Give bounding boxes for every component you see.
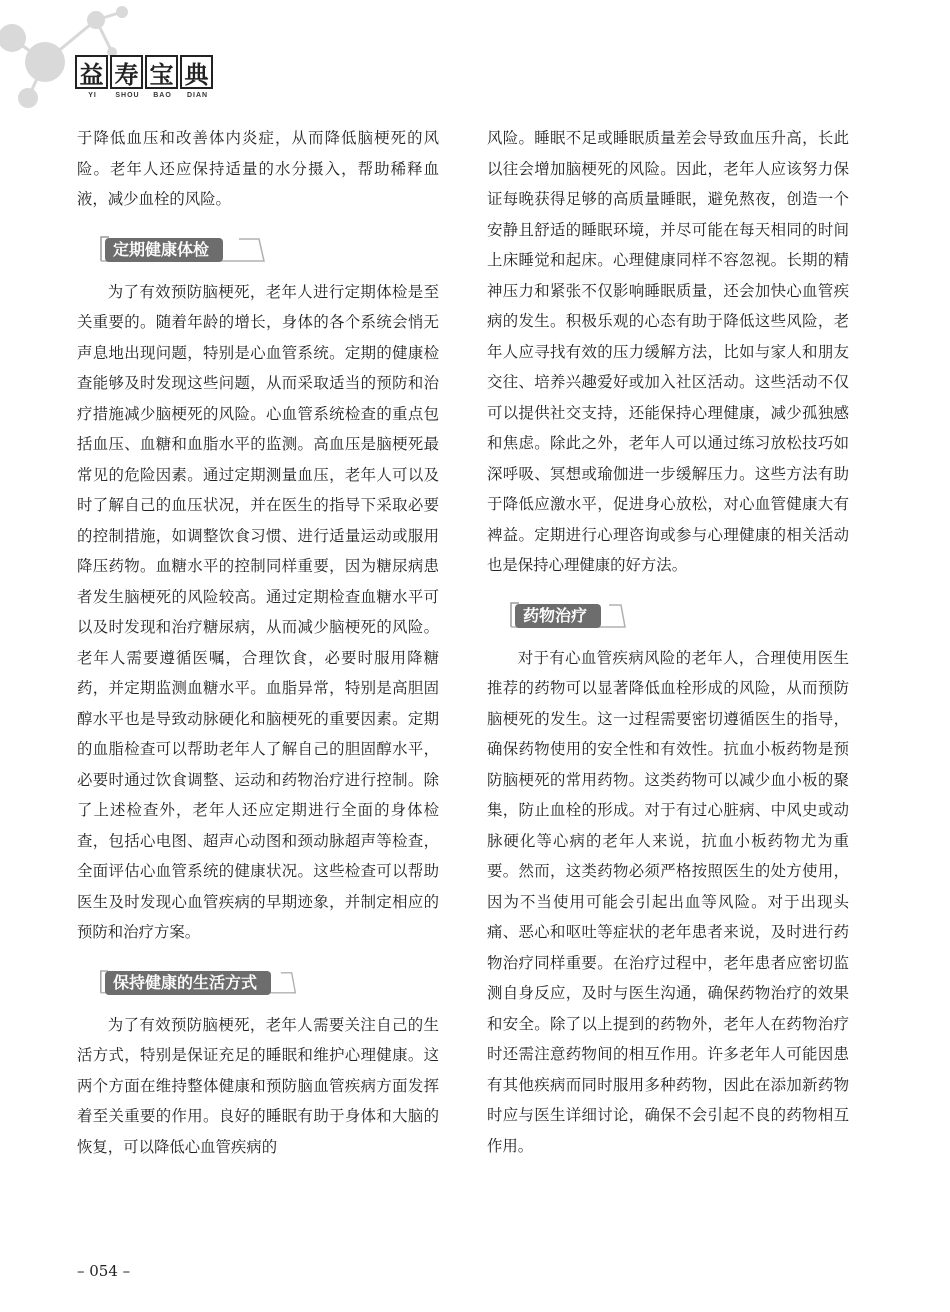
section-title: 保持健康的生活方式 <box>105 971 271 995</box>
title-char: 寿 <box>110 55 143 89</box>
paragraph: 对于有心血管疾病风险的老年人，合理使用医生推荐的药物可以显著降低血栓形成的风险，从而预防脑梗死的发生。这一过程需要密切遵循医生的指导，确保药物使用的安全性和有效性。抗血小板药物是预防脑梗死的常用药物。这类药物可以减少血小板的聚集，防止血栓的形成。对于有过心脏病、中风史或动脉硬化等心病的老年人来说，抗血小板药物尤为重要。然而，这类药物必须严格按照医生的处方使用，因为不当使用可能会引起出血等风险。对于出现头痛、恶心和呕吐等症状的老年患者来说，及时进行药物治疗同样重要。在治疗过程中，老年患者应密切监测自身反应，及时与医生沟通，确保药物治疗的效果和安全。除了以上提到的药物外，老年人在药物治疗时还需注意药物间的相互作用。许多老年人可能因患有其他疾病而同时服用多种药物，因此在添加新药物时应与医生详细讨论，确保不会引起不良的药物相互作用。 <box>487 648 849 1155</box>
title-char: 益 <box>75 55 108 89</box>
paragraph: 于降低血压和改善体内炎症，从而降低脑梗死的风险。老年人还应保持适量的水分摄入，帮助稀释血液，减少血栓的风险。 <box>77 129 439 208</box>
section-title: 定期健康体检 <box>105 238 223 262</box>
paragraph: 为了有效预防脑梗死，老年人进行定期体检是至关重要的。随着年龄的增长，身体的各个系统会悄无声息地出现问题，特别是心血管系统。定期的健康检查能够及时发现这些问题，从而采取适当的预防和治疗措施减少脑梗死的风险。心血管系统检查的重点包括血压、血糖和血脂水平的监测。高血压是脑梗死最常见的危险因素。通过定期测量血压，老年人可以及时了解自己的血压状况，并在医生的指导下采取必要的控制措施，如调整饮食习惯、进行适量运动或服用降压药物。血糖水平的控制同样重要，因为糖尿病患者发生脑梗死的风险较高。通过定期检查血糖水平可以及时发现和治疗糖尿病，从而减少脑梗死的风险。老年人需要遵循医嘱，合理饮食，必要时服用降糖药，并定期监测血糖水平。血脂异常，特别是高胆固醇水平也是导致动脉硬化和脑梗死的重要因素。定期的血脂检查可以帮助老年人了解自己的胆固醇水平，必要时通过饮食调整、运动和药物治疗进行控制。除了上述检查外，老年人还应定期进行全面的身体检查，包括心电图、超声心动图和颈动脉超声等检查，全面评估心血管系统的健康状况。这些检查可以帮助医生及时发现心血管疾病的早期迹象，并制定相应的预防和治疗方案。 <box>77 282 439 941</box>
title-char: 宝 <box>145 55 178 89</box>
section-header <box>77 233 439 263</box>
pinyin-label: YI <box>88 92 97 99</box>
pinyin-label: DIAN <box>186 92 209 99</box>
left-column <box>77 123 439 1162</box>
paragraph: 风险。睡眠不足或睡眠质量差会导致血压升高，长此以往会增加脑梗死的风险。因此，老年人应该努力保证每晚获得足够的高质量睡眠，避免熬夜，创造一个安静且舒适的睡眠环境，并尽可能在每天相同的时间上床睡觉和起床。心理健康同样不容忽视。长期的精神压力和紧张不仅影响睡眠质量，还会加快心血管疾病的发生。积极乐观的心态有助于降低这些风险，老年人应寻找有效的压力缓解方法，比如与家人和朋友交往、培养兴趣爱好或加入社区活动。这些活动不仅可以提供社交支持，还能保持心理健康，减少孤独感和焦虑。除此之外，老年人可以通过练习放松技巧如深呼吸、冥想或瑜伽进一步缓解压力。这些方法有助于降低应激水平，促进身心放松，对心血管健康大有裨益。定期进行心理咨询或参与心理健康的相关活动也是保持心理健康的好方法。 <box>487 129 849 574</box>
section-header <box>487 599 849 629</box>
section-header <box>77 966 439 996</box>
right-column <box>487 123 849 1161</box>
section-title: 药物治疗 <box>515 604 601 628</box>
book-title-logo <box>75 55 215 99</box>
paragraph: 为了有效预防脑梗死，老年人需要关注自己的生活方式，特别是保证充足的睡眠和维护心理健康。这两个方面在维持整体健康和预防脑血管疾病方面发挥着至关重要的作用。良好的睡眠有助于身体和大脑的恢复，可以降低心血管疾病的 <box>77 1015 439 1156</box>
pinyin-label: SHOU <box>115 92 140 99</box>
pinyin-label: BAO <box>153 92 172 99</box>
title-char: 典 <box>180 55 213 89</box>
page-number: – 054 – <box>77 1262 131 1280</box>
